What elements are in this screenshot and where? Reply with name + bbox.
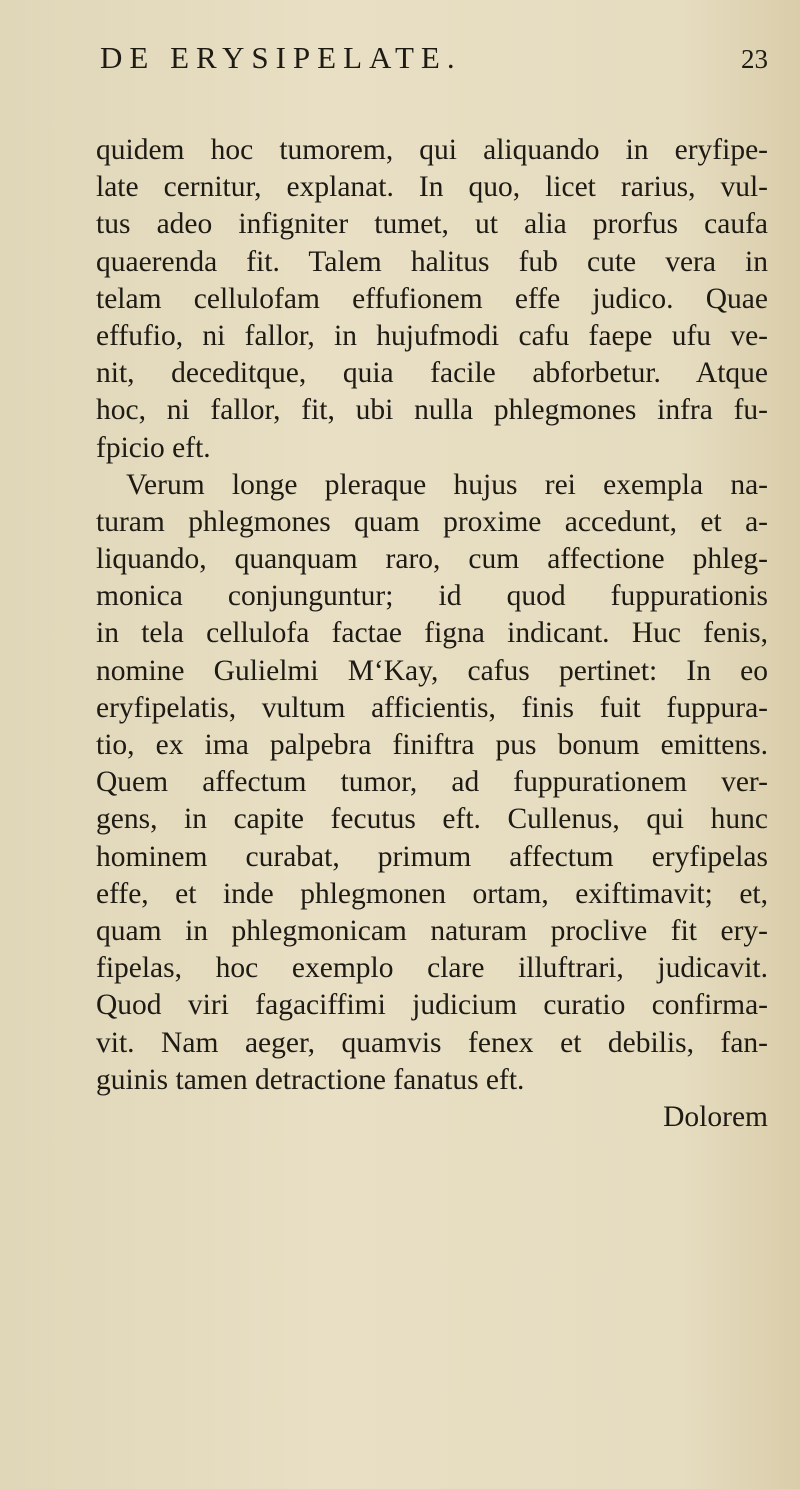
- text-line: telam cellulofam effufionem effe judico. Quae: [96, 282, 768, 315]
- text-line: quidem hoc tumorem, qui aliquando in eryfipe-: [96, 134, 768, 166]
- text-line: Verum longe pleraque hujus rei exempla na-: [126, 468, 768, 501]
- text-line: hominem curabat, primum affectum eryfipelas: [96, 840, 768, 873]
- text-line: Quem affectum tumor, ad fuppurationem ver-: [96, 766, 768, 799]
- running-header: [100, 40, 768, 80]
- text-line: effe, et inde phlegmonen ortam, exiftimavit; et,: [96, 877, 768, 910]
- text-line: quam in phlegmonicam naturam proclive fit ery-: [96, 914, 768, 947]
- page-number: 23: [741, 44, 768, 74]
- text-line: Quod viri fagaciffimi judicium curatio confirma-: [96, 989, 768, 1022]
- text-line: tio, ex ima palpebra finiftra pus bonum emittens.: [96, 729, 768, 761]
- text-line: guinis tamen detractione fanatus eft.: [96, 1063, 525, 1096]
- text-line: nomine Gulielmi M‘Kay, cafus pertinet: In eo: [96, 654, 768, 687]
- text-line: liquando, quanquam raro, cum affectione phleg-: [96, 543, 768, 576]
- catchword: Dolorem: [663, 1100, 768, 1133]
- running-title: DE ERYSIPELATE.: [100, 40, 462, 75]
- body-text: [96, 132, 768, 1136]
- text-line: turam phlegmones quam proxime accedunt, et a-: [96, 505, 768, 538]
- text-line: quaerenda fit. Talem halitus fub cute vera in: [96, 245, 768, 278]
- text-line: gens, in capite fecutus eft. Cullenus, qui hunc: [96, 803, 768, 836]
- text-line: nit, deceditque, quia facile abforbetur. Atque: [96, 357, 768, 390]
- text-line: hoc, ni fallor, fit, ubi nulla phlegmones infra fu-: [96, 394, 768, 427]
- text-line: effufio, ni fallor, in hujufmodi cafu faepe ufu ve-: [96, 319, 768, 352]
- text-line: vit. Nam aeger, quamvis fenex et debilis, fan-: [96, 1026, 768, 1059]
- text-line: in tela cellulofa factae figna indicant. Huc fenis,: [96, 617, 768, 650]
- text-line: eryfipelatis, vultum afficientis, finis fuit fuppura-: [96, 691, 768, 724]
- text-line: monica conjunguntur; id quod fuppurationis: [96, 580, 768, 613]
- text-line: late cernitur, explanat. In quo, licet rarius, vul-: [96, 171, 768, 204]
- text-line: tus adeo infigniter tumet, ut alia prorfus caufa: [96, 208, 768, 241]
- text-line: fpicio eft.: [96, 431, 211, 464]
- text-line: fipelas, hoc exemplo clare illuftrari, judicavit.: [96, 952, 768, 985]
